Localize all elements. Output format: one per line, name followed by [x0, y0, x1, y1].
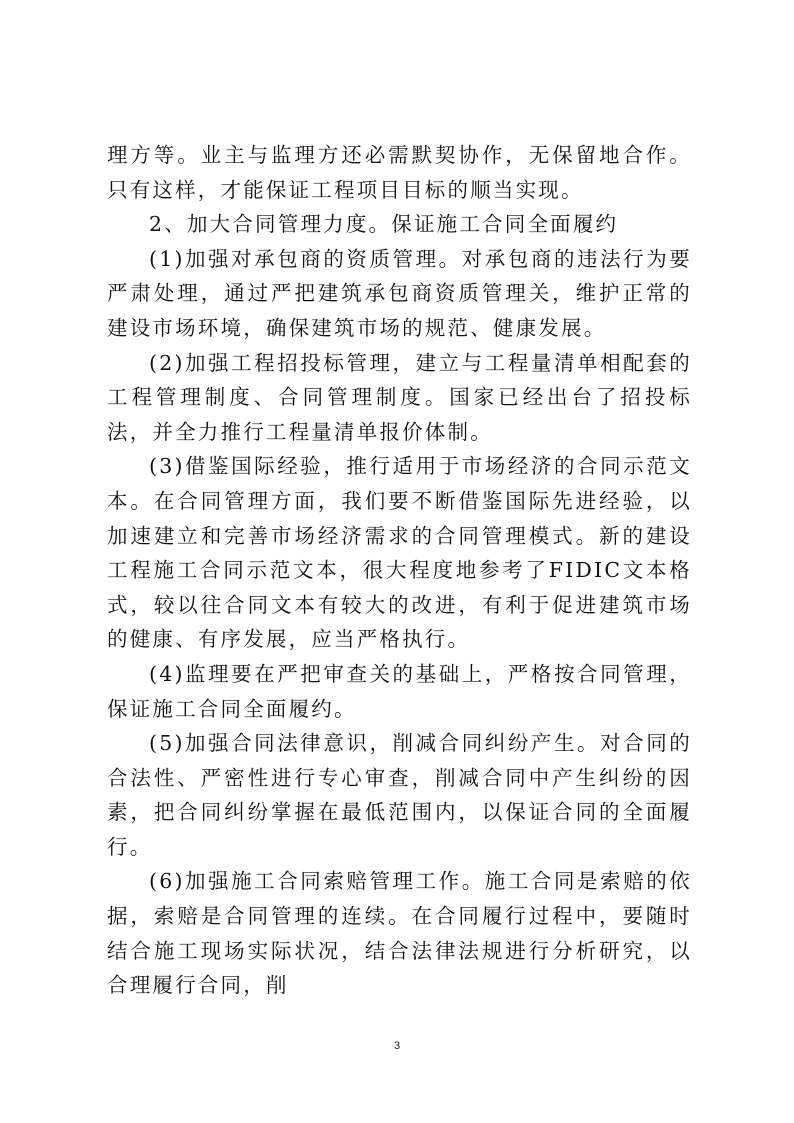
paragraph-item-3: (3)借鉴国际经验，推行适用于市场经济的合同示范文本。在合同管理方面，我们要不断借鉴国际先进经验，以加速建立和完善市场经济需求的合同管理模式。新的建设工程施工合同示范文本，很大程度地参考了FIDIC文本格式，较以往合同文本有较大的改进，有利于促进建筑市场的健康、有序发展，应当严格执行。	[107, 454, 692, 652]
paragraph-item-5: (5)加强合同法律意识，削减合同纠纷产生。对合同的合法性、严密性进行专心审查，削减合同中产生纠纷的因素，把合同纠纷掌握在最低范围内，以保证合同的全面履行。	[107, 731, 692, 859]
paragraph-continuation: 理方等。业主与监理方还必需默契协作，无保留地合作。只有这样，才能保证工程项目目标的顺当实现。	[107, 143, 692, 202]
section-heading: 2、加大合同管理力度。保证施工合同全面履约	[149, 212, 619, 237]
paragraph-item-1: (1)加强对承包商的资质管理。对承包商的违法行为要严肃处理，通过严把建筑承包商资质管理关，维护正常的建设市场环境，确保建筑市场的规范、健康发展。	[107, 246, 692, 340]
paragraph-item-2: (2)加强工程招投标管理，建立与工程量清单相配套的工程管理制度、合同管理制度。国家已经出台了招投标法，并全力推行工程量清单报价体制。	[107, 350, 692, 444]
paragraph-item-4: (4)监理要在严把审查关的基础上，严格按合同管理，保证施工合同全面履约。	[107, 661, 692, 721]
body-text	[107, 138, 692, 1003]
page-number: 3	[393, 1040, 401, 1052]
paragraph-item-6: (6)加强施工合同索赔管理工作。施工合同是索赔的依据，索赔是合同管理的连续。在合同履行过程中，要随时结合施工现场实际状况，结合法律法规进行分析研究，以合理履行合同，削	[107, 869, 692, 998]
